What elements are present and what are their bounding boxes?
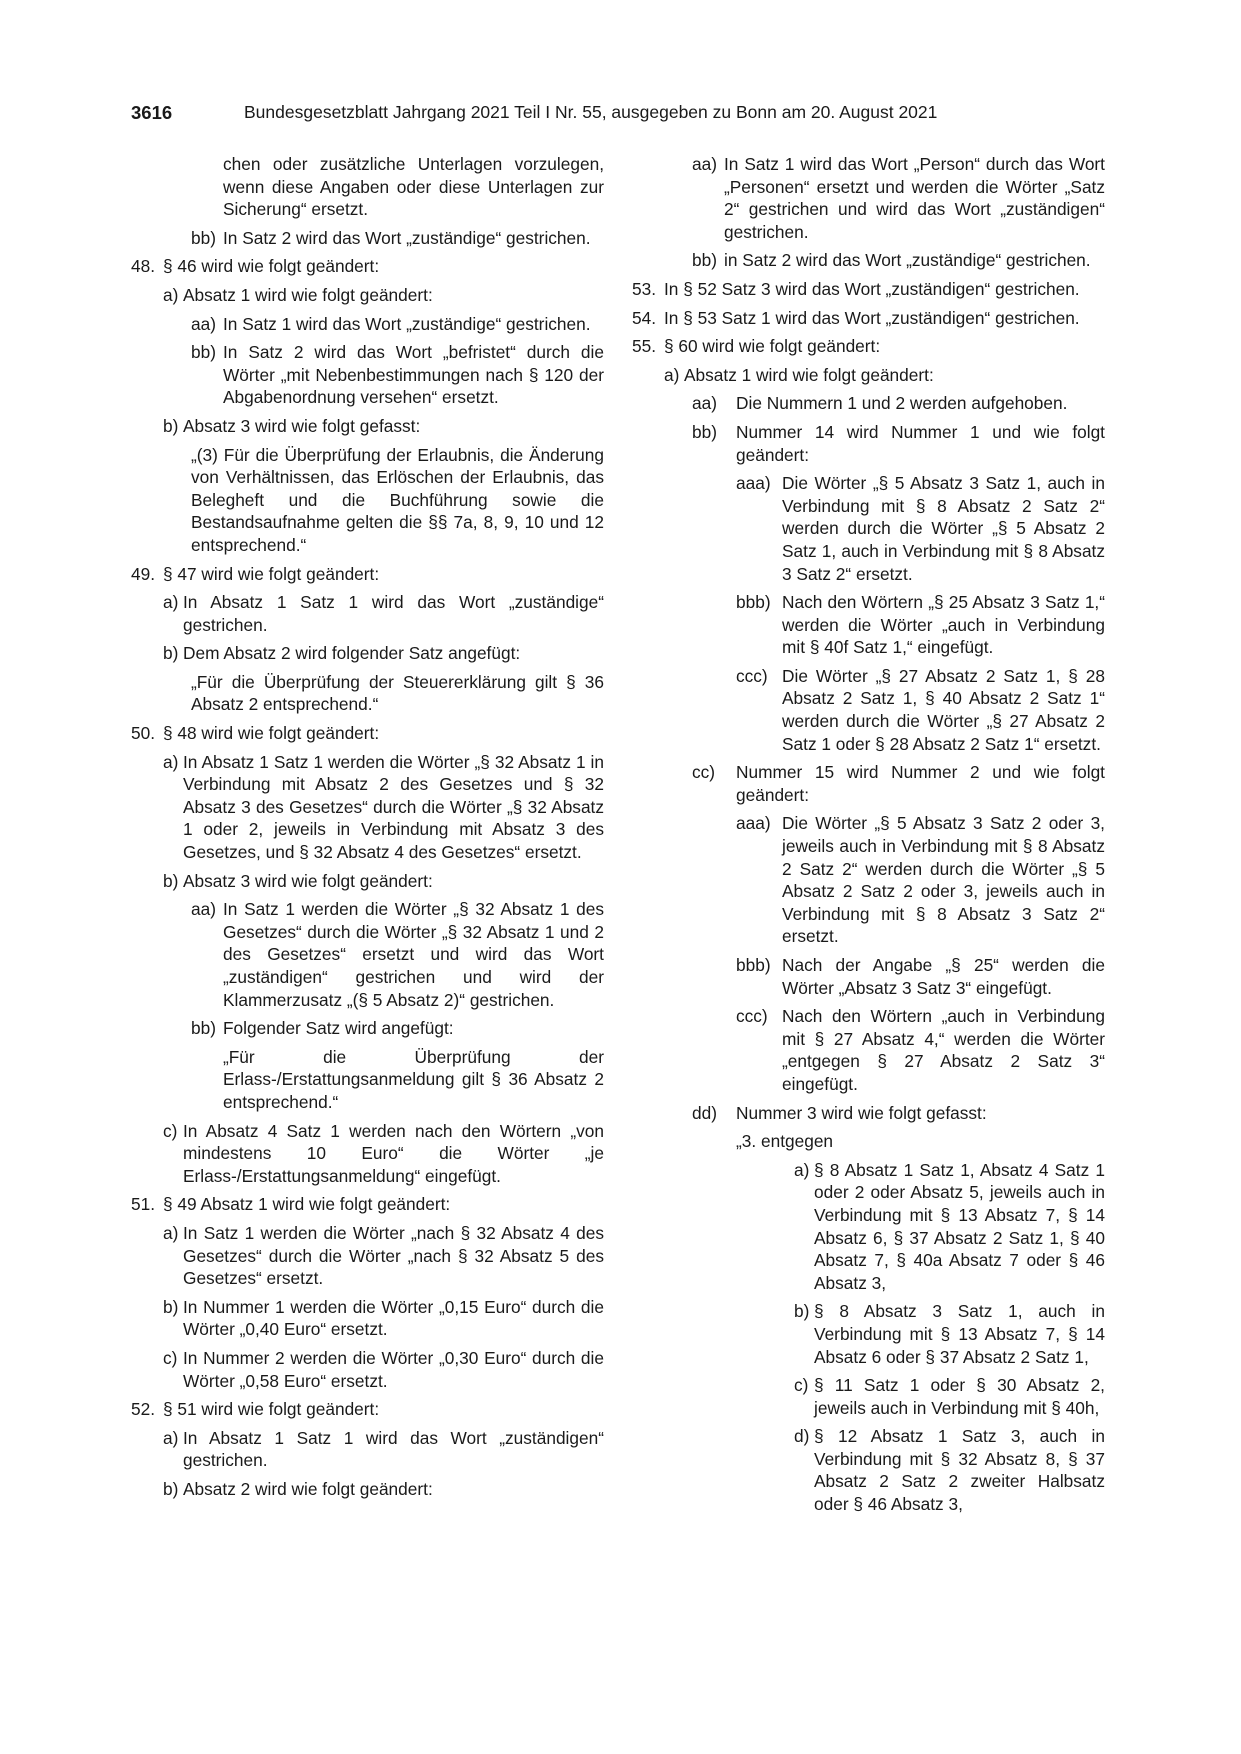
paragraph: „Für die Überprüfung der Steuererklärung gilt § 36 Absatz 2 entsprechend.“ [191, 671, 604, 715]
item-label: aa) [191, 899, 216, 920]
list-item [632, 1102, 1105, 1125]
list-item [632, 665, 1105, 755]
list-item [632, 153, 1105, 243]
item-text: In Absatz 1 Satz 1 wird das Wort „zuständige“ gestrichen. [183, 592, 604, 635]
list-item [131, 415, 604, 438]
item-text: In Satz 1 wird das Wort „zuständige“ gestrichen. [223, 313, 591, 334]
item-text: Dem Absatz 2 wird folgender Satz angefügt: [183, 643, 521, 664]
list-item [632, 472, 1105, 585]
item-text: in Satz 2 wird das Wort „zuständige“ gestrichen. [724, 250, 1091, 271]
item-label: cc) [692, 762, 716, 783]
list-item [632, 954, 1105, 999]
item-text: In Nummer 2 werden die Wörter „0,30 Euro“ durch die Wörter „0,58 Euro“ ersetzt. [183, 1347, 604, 1391]
item-text: § 8 Absatz 3 Satz 1, auch in Verbindung mit § 13 Absatz 7, § 14 Absatz 6 oder § 37 Absatz 2 Satz 1, [814, 1301, 1105, 1367]
item-text: In Satz 1 werden die Wörter „§ 32 Absatz 1 des Gesetzes“ durch die Wörter „§ 32 Absatz 1 und 2 des Gesetzes“ ersetzt und wird das Wort „zuständigen“ gestrichen und wird der Klammerzusatz „(§ 5 Absatz 2)“ gestrichen. [223, 899, 604, 1010]
list-item [632, 249, 1105, 272]
item-label: a) [794, 1159, 810, 1180]
item-label: d) [794, 1426, 810, 1447]
item-text: § 60 wird wie folgt geändert: [664, 336, 881, 357]
item-label: aa) [191, 313, 216, 334]
item-text: In Absatz 4 Satz 1 werden nach den Wörtern „von mindestens 10 Euro“ die Wörter „je Erlass-/Erstattungsanmeldung“ eingefügt. [183, 1120, 604, 1186]
item-label: a) [163, 1427, 179, 1448]
list-item [632, 1300, 1105, 1368]
list-item [131, 563, 604, 586]
item-label: b) [163, 415, 179, 436]
item-text: § 8 Absatz 1 Satz 1, Absatz 4 Satz 1 oder 2 oder Absatz 5, jeweils auch in Verbindung mit § 13 Absatz 7, § 14 Absatz 6, § 37 Absatz 2 Satz 1, § 40 Absatz 7, § 40a Absatz 7 oder § 46 Absatz 3, [814, 1159, 1105, 1293]
list-item [632, 278, 1105, 301]
item-text: Absatz 3 wird wie folgt geändert: [183, 870, 433, 891]
list-item [131, 870, 604, 893]
list-item [632, 421, 1105, 466]
item-text: Nummer 15 wird Nummer 2 und wie folgt geändert: [736, 762, 1105, 805]
item-label: c) [163, 1347, 178, 1368]
paragraph: „3. entgegen [736, 1131, 834, 1152]
list-item [632, 1374, 1105, 1419]
list-item [632, 761, 1105, 806]
item-text: Nummer 3 wird wie folgt gefasst: [736, 1102, 987, 1123]
item-text: § 12 Absatz 1 Satz 3, auch in Verbindung mit § 32 Absatz 8, § 37 Absatz 2 Satz 2 zweiter Halbsatz oder § 46 Absatz 3, [814, 1426, 1105, 1515]
item-text: Die Nummern 1 und 2 werden aufgehoben. [736, 393, 1068, 414]
item-label: bbb) [736, 955, 771, 975]
item-text: § 48 wird wie folgt geändert: [163, 723, 380, 744]
paragraph: „(3) Für die Überprüfung der Erlaubnis, die Änderung von Verhältnissen, das Erlöschen der Erlaubnis, das Belegheft und die Buchführung sowie die Bestandsaufnahme gelten die §§ 7a, 8, 9, 10 und 12 entsprechend.“ [191, 444, 604, 555]
item-text: In Satz 2 wird das Wort „zuständige“ gestrichen. [223, 227, 591, 248]
list-item [131, 1193, 604, 1216]
item-label: b) [163, 1296, 179, 1317]
item-label: aa) [692, 154, 717, 174]
item-label: dd) [692, 1102, 717, 1123]
list-item [131, 1347, 604, 1392]
list-item [131, 1478, 604, 1501]
item-label: aaa) [736, 473, 771, 494]
list-item [131, 313, 604, 336]
list-item [632, 307, 1105, 330]
item-text: § 46 wird wie folgt geändert: [163, 256, 380, 277]
item-text: In Satz 2 wird das Wort „befristet“ durch die Wörter „mit Nebenbestimmungen nach § 120 der Abgabenordnung versehen“ ersetzt. [223, 342, 604, 408]
paragraph: „Für die Überprüfung der Erlass-/Erstattungsanmeldung gilt § 36 Absatz 2 entsprechend.“ [223, 1046, 604, 1112]
item-label: a) [163, 1222, 179, 1243]
item-label: 49. [131, 563, 156, 584]
item-text: Absatz 1 wird wie folgt geändert: [183, 284, 433, 305]
item-text: In Satz 1 werden die Wörter „nach § 32 Absatz 4 des Gesetzes“ durch die Wörter „nach § 32 Absatz 5 des Gesetzes“ ersetzt. [183, 1222, 604, 1289]
item-label: bb) [191, 1018, 216, 1039]
paragraph: chen oder zusätzliche Unterlagen vorzulegen, wenn diese Angaben oder diese Unterlagen zur Sicherung“ ersetzt. [223, 154, 604, 220]
item-label: b) [163, 1478, 179, 1499]
list-item [131, 1296, 604, 1341]
list-item [131, 255, 604, 278]
item-label: ccc) [736, 665, 768, 686]
running-head: Bundesgesetzblatt Jahrgang 2021 Teil I Nr. 55, ausgegeben zu Bonn am 20. August 2021 [244, 102, 938, 122]
item-label: aa) [692, 393, 717, 414]
list-item [131, 1398, 604, 1421]
item-label: bb) [692, 421, 717, 442]
list-item [632, 335, 1105, 358]
list-item [131, 284, 604, 307]
page-header [131, 102, 1111, 128]
item-label: 54. [632, 307, 657, 328]
item-text: § 49 Absatz 1 wird wie folgt geändert: [163, 1194, 451, 1215]
list-item [131, 642, 604, 665]
item-label: 52. [131, 1399, 156, 1420]
item-label: a) [163, 751, 179, 772]
list-item [632, 591, 1105, 659]
item-text: In Nummer 1 werden die Wörter „0,15 Euro“ durch die Wörter „0,40 Euro“ ersetzt. [183, 1296, 604, 1340]
item-label: a) [664, 364, 680, 385]
item-text: Folgender Satz wird angefügt: [223, 1018, 454, 1039]
list-item [632, 812, 1105, 948]
item-label: bb) [692, 250, 717, 271]
item-label: c) [794, 1375, 809, 1396]
list-item [131, 1120, 604, 1188]
right-column [632, 153, 1105, 1522]
item-label: 50. [131, 723, 156, 744]
item-text: Absatz 3 wird wie folgt gefasst: [183, 415, 421, 436]
item-label: b) [163, 643, 179, 664]
item-text: Nach den Wörtern „§ 25 Absatz 3 Satz 1,“ werden die Wörter „auch in Verbindung mit § 40f Satz 1,“ eingefügt. [782, 592, 1105, 658]
list-item [632, 364, 1105, 387]
item-text: Nach den Wörtern „auch in Verbindung mit § 27 Absatz 4,“ werden die Wörter „entgegen § 27 Absatz 2 Satz 3“ eingefügt. [782, 1006, 1105, 1094]
list-item [131, 898, 604, 1011]
item-text: In § 52 Satz 3 wird das Wort „zuständigen“ gestrichen. [664, 278, 1080, 299]
item-label: 55. [632, 336, 657, 357]
item-label: bbb) [736, 592, 771, 613]
item-label: b) [163, 870, 179, 891]
item-text: § 47 wird wie folgt geändert: [163, 563, 380, 584]
item-label: 48. [131, 256, 156, 277]
item-text: Die Wörter „§ 5 Absatz 3 Satz 2 oder 3, jeweils auch in Verbindung mit § 8 Absatz 2 Satz 2“ werden durch die Wörter „§ 5 Absatz 2 Satz 2 oder 3, jeweils auch in Verbindung mit § 8 Absatz 3 Satz 2“ ersetzt. [782, 813, 1105, 947]
item-label: 51. [131, 1194, 156, 1215]
item-text: Die Wörter „§ 27 Absatz 2 Satz 1, § 28 Absatz 2 Satz 1, § 40 Absatz 2 Satz 1“ werden durch die Wörter „§ 27 Absatz 2 Satz 1 oder § 28 Absatz 2 Satz 1“ ersetzt. [782, 665, 1105, 754]
item-text: Nach der Angabe „§ 25“ werden die Wörter „Absatz 3 Satz 3“ eingefügt. [782, 955, 1105, 998]
item-label: ccc) [736, 1006, 768, 1027]
list-item [632, 392, 1105, 415]
list-item [131, 227, 604, 250]
list-item [131, 722, 604, 745]
item-text: § 51 wird wie folgt geändert: [163, 1399, 380, 1420]
list-item [131, 751, 604, 864]
item-text: Nummer 14 wird Nummer 1 und wie folgt geändert: [736, 421, 1105, 465]
item-label: a) [163, 592, 179, 613]
list-item [131, 341, 604, 409]
item-text: Die Wörter „§ 5 Absatz 3 Satz 1, auch in Verbindung mit § 8 Absatz 2 Satz 2“ werden durch die Wörter „§ 5 Absatz 2 Satz 1, auch in Verbindung mit § 8 Absatz 3 Satz 2“ ersetzt. [782, 473, 1105, 584]
list-item [131, 1427, 604, 1472]
item-text: Absatz 2 wird wie folgt geändert: [183, 1478, 433, 1499]
item-label: 53. [632, 278, 657, 299]
item-label: b) [794, 1301, 810, 1322]
item-label: bb) [191, 342, 216, 363]
list-item [632, 1425, 1105, 1515]
item-label: aaa) [736, 813, 771, 834]
list-item [131, 591, 604, 636]
page-number: 3616 [131, 102, 173, 123]
item-text: § 11 Satz 1 oder § 30 Absatz 2, jeweils auch in Verbindung mit § 40h, [814, 1375, 1105, 1418]
item-text: Absatz 1 wird wie folgt geändert: [684, 364, 934, 385]
list-item [632, 1159, 1105, 1295]
item-label: bb) [191, 227, 216, 248]
item-label: c) [163, 1120, 178, 1141]
list-item [632, 1005, 1105, 1095]
item-text: In Absatz 1 Satz 1 wird das Wort „zuständigen“ gestrichen. [183, 1427, 604, 1471]
list-item [131, 1222, 604, 1290]
item-text: In § 53 Satz 1 wird das Wort „zuständigen“ gestrichen. [664, 307, 1080, 328]
list-item [131, 1017, 604, 1040]
left-column [131, 153, 604, 1506]
item-label: a) [163, 284, 179, 305]
item-text: In Satz 1 wird das Wort „Person“ durch das Wort „Personen“ ersetzt und werden die Wörter „Satz 2“ gestrichen und wird das Wort „zuständigen“ gestrichen. [724, 154, 1105, 242]
item-text: In Absatz 1 Satz 1 werden die Wörter „§ 32 Absatz 1 in Verbindung mit Absatz 2 des Gesetzes und § 32 Absatz 3 des Gesetzes“ durch die Wörter „§ 32 Absatz 1 oder 2, jeweils in Verbindung mit Absatz 3 des Gesetzes, und § 32 Absatz 4 des Gesetzes“ ersetzt. [183, 751, 604, 863]
